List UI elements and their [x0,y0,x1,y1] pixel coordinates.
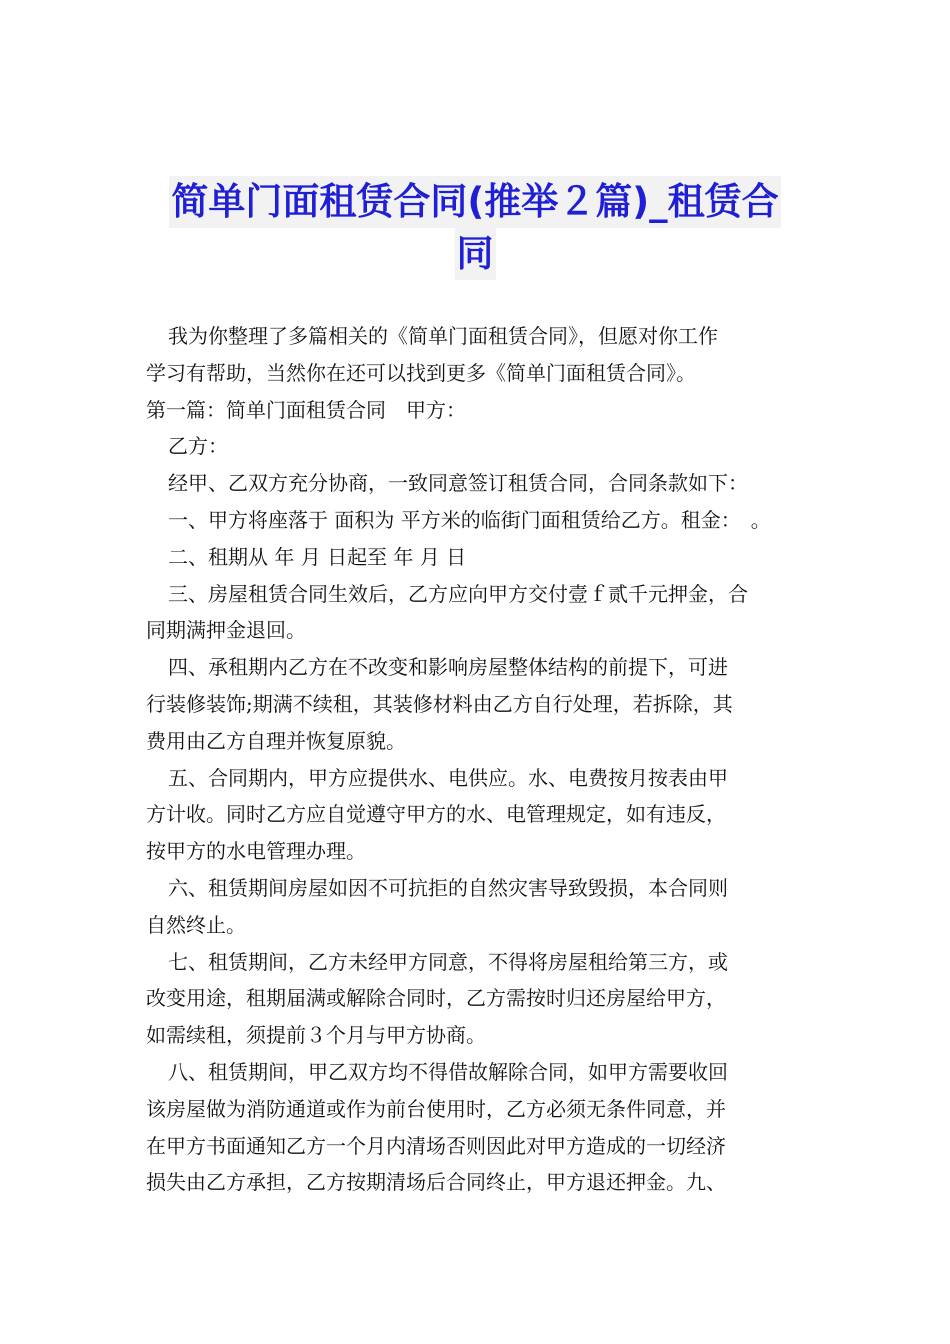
body-line: 在甲方书面通知乙方一个月内清场否则因此对甲方造成的一切经济 [146,1133,726,1158]
body-line: 七、租赁期间，乙方未经甲方同意，不得将房屋租给第三方，或 [168,949,728,974]
body-line: 同期满押金退回。 [146,618,306,643]
body-line: 该房屋做为消防通道或作为前台使用时，乙方必须无条件同意，并 [146,1096,726,1121]
body-line: 六、租赁期间房屋如因不可抗拒的自然灾害导致毁损，本合同则 [168,875,728,900]
body-line: 我为你整理了多篇相关的《简单门面租赁合同》，但愿对你工作 [168,324,718,348]
body-line: 改变用途，租期届满或解除合同时，乙方需按时归还房屋给甲方， [146,986,726,1011]
body-line: 第一篇：简单门面租赁合同 甲方： [146,397,466,422]
body-line: 四、承租期内乙方在不改变和影响房屋整体结构的前提下，可进 [168,655,728,680]
body-line: 损失由乙方承担，乙方按期清场后合同终止，甲方退还押金。九、 [146,1170,726,1195]
body-line: 八、租赁期间，甲乙双方均不得借故解除合同，如甲方需要收回 [168,1059,728,1084]
body-line: 三、房屋租赁合同生效后，乙方应向甲方交付壹ｆ贰千元押金，合 [168,581,748,606]
body-line: 学习有帮助，当然你在还可以找到更多《简单门面租赁合同》。 [146,360,696,385]
body-line: 行装修装饰;期满不续租，其装修材料由乙方自行处理，若拆除，其 [146,691,733,716]
body-line: 自然终止。 [146,912,246,937]
title-line-2: 同 [455,228,496,280]
body-line: 费用由乙方自理并恢复原貌。 [146,728,406,753]
body-line: 方计收。同时乙方应自觉遵守甲方的水、电管理规定，如有违反， [146,802,726,827]
title-line-1: 简单门面租赁合同(推举２篇)_租赁合 [169,176,780,228]
body-line: 二、租期从 年 月 日起至 年 月 日 [168,544,467,569]
body-line: 五、合同期内，甲方应提供水、电供应。水、电费按月按表由甲 [168,765,728,790]
body-line: 经甲、乙双方充分协商，一致同意签订租赁合同，合同条款如下： [168,471,748,496]
body-line: 一、甲方将座落于 面积为 平方米的临街门面租赁给乙方。租金： 。 [168,507,771,532]
body-line: 如需续租，须提前３个月与甲方协商。 [146,1023,486,1048]
document-title [0,176,950,280]
document-body [146,318,812,1201]
body-line: 乙方： [168,434,228,459]
body-line: 按甲方的水电管理办理。 [146,839,366,864]
